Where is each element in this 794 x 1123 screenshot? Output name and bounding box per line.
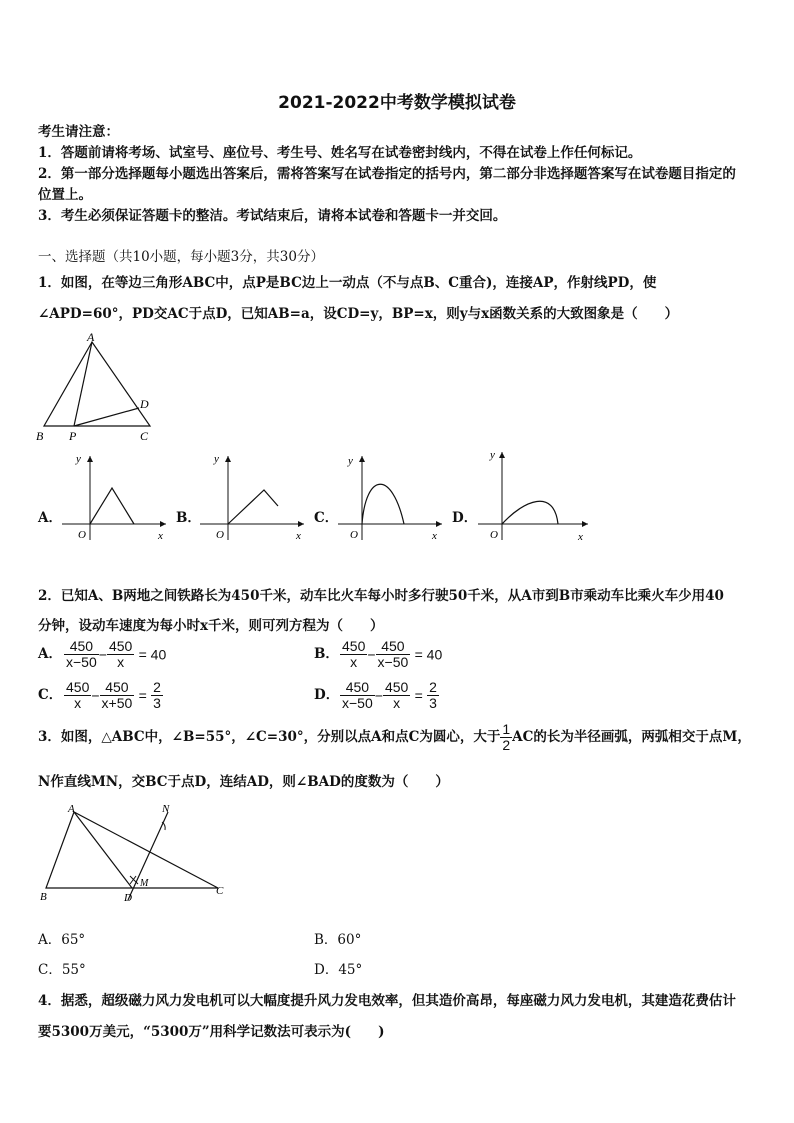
q2-option-b: B． $\frac{450}{x}$ − $\frac{450}{x-50}$ = 40 bbox=[314, 638, 443, 670]
svg-text:O: O bbox=[216, 529, 224, 541]
q3-label-m: M bbox=[140, 878, 149, 889]
q2-option-d: D． $\frac{450}{x-50}$ − $\frac{450}{x}$ = $\frac{2}{3}$ bbox=[314, 679, 437, 711]
q1-label-a: A bbox=[87, 330, 95, 344]
q3-option-c: C．55° bbox=[38, 962, 86, 978]
q1-option-c-graph bbox=[334, 452, 449, 544]
q3-label-c: C bbox=[216, 885, 224, 897]
q2-text-line1: 2．已知A、B两地之间铁路长为450千米，动车比火车每小时多行驶50千米，从A市到B市乘动车比乘火车少用40 bbox=[38, 588, 724, 604]
svg-text:O: O bbox=[350, 529, 358, 541]
q1-triangle-figure bbox=[30, 328, 160, 448]
notice-item: 位置上。 bbox=[38, 187, 92, 203]
q3-triangle-figure bbox=[34, 800, 234, 908]
svg-text:x: x bbox=[432, 530, 437, 542]
q1-option-b-label: B． bbox=[176, 510, 201, 526]
svg-text:y: y bbox=[76, 453, 81, 465]
notice-item: 1．答题前请将考场、试室号、座位号、考生号、姓名写在试卷密封线内，不得在试卷上作任何标记。 bbox=[38, 145, 642, 161]
q2-text-line2: 分钟，设动车速度为每小时x千米，则可列方程为（ ） bbox=[38, 618, 384, 634]
svg-text:O: O bbox=[490, 529, 498, 541]
q1-option-b-graph bbox=[196, 452, 311, 544]
q1-option-a-label: A． bbox=[38, 510, 62, 526]
q3-option-a: A．65° bbox=[38, 932, 86, 948]
q2-option-a: A． $\frac{450}{x-50}$ − $\frac{450}{x}$ = 40 bbox=[38, 638, 167, 670]
q3-label-d: D bbox=[124, 892, 132, 904]
q1-label-p: P bbox=[69, 429, 77, 443]
page-title: 2021-2022中考数学模拟试卷 bbox=[278, 93, 516, 113]
q3-text-line2: N作直线MN，交BC于点D，连结AD，则∠BAD的度数为（ ） bbox=[38, 774, 449, 790]
q1-label-d: D bbox=[140, 397, 149, 411]
svg-text:x: x bbox=[578, 531, 583, 543]
notice-item: 3．考生必须保证答题卡的整洁。考试结束后，请将本试卷和答题卡一并交回。 bbox=[38, 208, 507, 224]
q1-label-b: B bbox=[36, 429, 44, 443]
q1-text-line1: 1．如图，在等边三角形ABC中，点P是BC边上一动点（不与点B、C重合)，连接AP，作射线PD，使 bbox=[38, 275, 657, 291]
q3-label-b: B bbox=[40, 891, 47, 903]
q1-label-c: C bbox=[140, 429, 149, 443]
q2-option-c: C． $\frac{450}{x}$ − $\frac{450}{x+50}$ = $\frac{2}{3}$ bbox=[38, 679, 161, 711]
svg-text:y: y bbox=[490, 449, 495, 461]
notice-heading: 考生请注意： bbox=[38, 124, 119, 140]
q1-text-line2: ∠APD=60°，PD交AC于点D，已知AB=a，设CD=y，BP=x，则y与x函数关系的大致图象是（ ） bbox=[38, 306, 679, 322]
q3-option-d: D．45° bbox=[314, 962, 363, 978]
q4-text-line2: 要5300万美元，“5300万”用科学记数法可表示为( ) bbox=[38, 1024, 385, 1040]
q4-text-line1: 4．据悉，超级磁力风力发电机可以大幅度提升风力发电效率，但其造价高昂，每座磁力风力发电机，其建造花费估计 bbox=[38, 993, 736, 1009]
q3-label-n: N bbox=[162, 803, 170, 815]
q1-option-d-graph bbox=[474, 448, 594, 544]
q3-label-a: A bbox=[68, 803, 75, 815]
svg-text:O: O bbox=[78, 529, 86, 541]
q3-text-line1: 3．如图，△ABC中，∠B=55°，∠C=30°，分别以点A和点C为圆心，大于 $\frac{1}{2}$ AC的长为半径画弧，两弧相交于点M， bbox=[38, 721, 751, 753]
q1-option-c-label: C． bbox=[314, 510, 339, 526]
q1-option-d-label: D． bbox=[452, 510, 478, 526]
svg-text:y: y bbox=[348, 455, 353, 467]
svg-text:y: y bbox=[214, 453, 219, 465]
q1-option-a-graph bbox=[58, 452, 173, 544]
section-heading: 一、选择题（共10小题，每小题3分，共30分） bbox=[38, 249, 324, 265]
svg-text:x: x bbox=[296, 530, 301, 542]
notice-item: 2．第一部分选择题每小题选出答案后，需将答案写在试卷指定的括号内，第二部分非选择题答案写在试卷题目指定的 bbox=[38, 166, 736, 182]
q3-option-b: B．60° bbox=[314, 932, 362, 948]
svg-text:x: x bbox=[158, 530, 163, 542]
